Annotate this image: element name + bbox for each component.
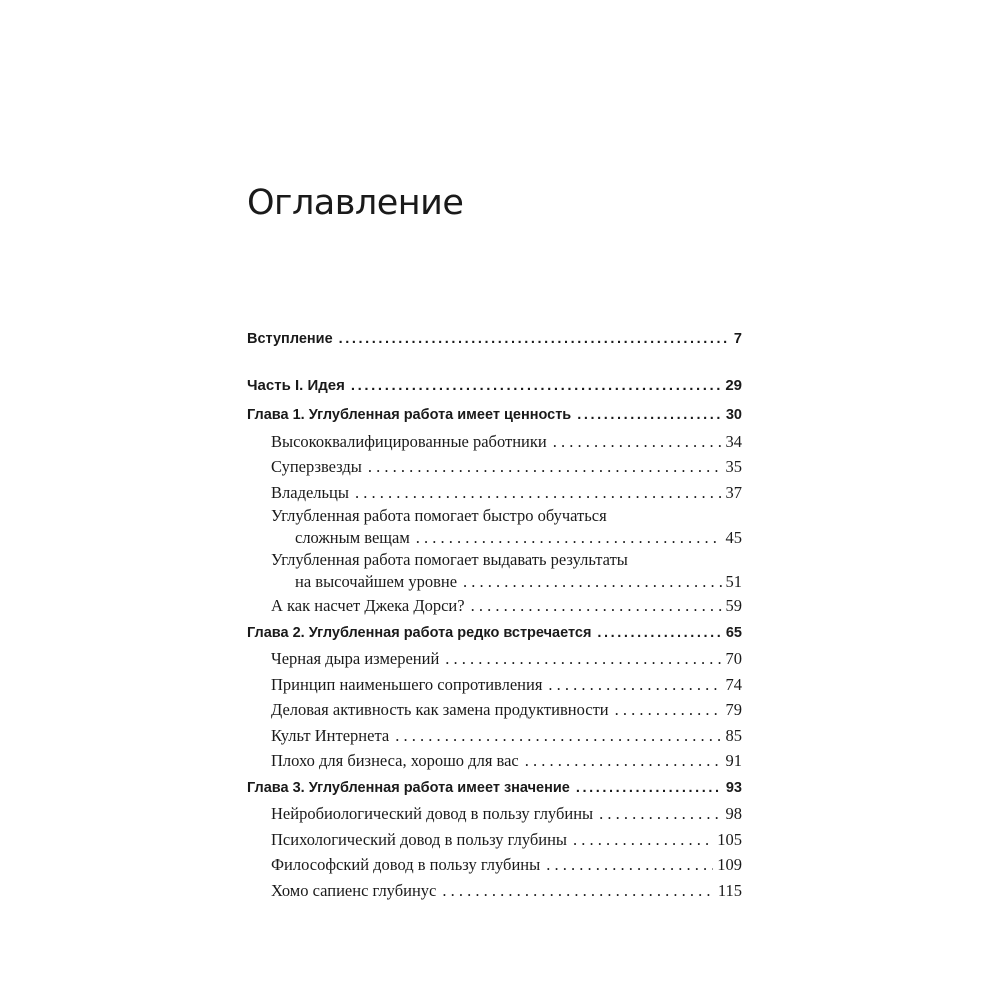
toc-subentry[interactable]: [247, 646, 742, 672]
toc-entry-label: Черная дыра измерений: [271, 649, 440, 668]
dot-leader: [576, 776, 722, 802]
toc-page-number: 98: [725, 804, 742, 823]
dot-leader: [599, 801, 721, 827]
toc-page-number: 51: [725, 572, 742, 591]
toc-page-number: 79: [725, 700, 742, 719]
toc-entry-label: Глава 1. Углубленная работа имеет ценность: [247, 407, 572, 423]
dot-leader: [339, 327, 730, 353]
dot-leader: [416, 527, 722, 549]
dot-leader: [442, 878, 714, 904]
toc-entry-label: Часть I. Идея: [247, 376, 345, 394]
toc-subentry[interactable]: [247, 454, 742, 480]
toc-subentry[interactable]: [247, 480, 742, 506]
toc-entry-part-1[interactable]: [247, 373, 742, 399]
toc-subentry[interactable]: [247, 801, 742, 827]
toc-page-number: 74: [725, 674, 742, 694]
toc-entry-label-line-1: Углубленная работа помогает выдавать результаты: [271, 550, 628, 569]
toc-page-number: 37: [725, 482, 742, 502]
toc-subentry[interactable]: [247, 672, 742, 698]
toc-page-number: 70: [725, 649, 742, 668]
toc-entry-label: Вступление: [247, 331, 333, 347]
toc-entry-label: Философский довод в пользу глубины: [271, 855, 541, 874]
toc-subentry[interactable]: [247, 878, 742, 904]
page-title: Оглавление: [247, 183, 464, 223]
dot-leader: [355, 480, 722, 506]
dot-leader: [577, 403, 722, 429]
dot-leader: [351, 373, 721, 399]
toc-page-number: 45: [725, 528, 742, 547]
toc-subentry[interactable]: [247, 723, 742, 749]
toc-page-number: 29: [725, 376, 742, 394]
toc-entry-label: Владельцы: [271, 482, 349, 502]
toc-page-number: 91: [725, 751, 742, 770]
toc-subentry[interactable]: [247, 748, 742, 774]
toc-entry-chapter-2[interactable]: [247, 621, 742, 647]
dot-leader: [548, 672, 721, 698]
dot-leader: [615, 697, 722, 723]
toc-page-number: 7: [733, 331, 742, 347]
toc-subentry[interactable]: [247, 697, 742, 723]
dot-leader: [573, 827, 713, 853]
toc-page-number: 105: [717, 829, 742, 849]
toc-entry-label: Плохо для бизнеса, хорошо для вас: [271, 751, 519, 770]
toc-page-number: 115: [717, 880, 742, 900]
toc-subentry[interactable]: [247, 827, 742, 853]
toc-subentry[interactable]: [247, 549, 742, 593]
toc-page-number: 93: [725, 779, 742, 796]
toc-page-number: 109: [717, 855, 742, 874]
toc-page-number: 35: [725, 457, 742, 476]
table-of-contents: [247, 327, 742, 903]
toc-page-number: 59: [725, 596, 742, 615]
dot-leader: [395, 723, 721, 749]
toc-entry-label: Деловая активность как замена продуктивности: [271, 700, 609, 719]
toc-entry-label: Нейробиологический довод в пользу глубины: [271, 804, 594, 823]
toc-entry-label: Глава 2. Углубленная работа редко встречается: [247, 624, 592, 641]
toc-page-number: 30: [725, 407, 742, 423]
toc-entry-label: Суперзвезды: [271, 457, 362, 476]
dot-leader: [597, 621, 721, 647]
dot-leader: [445, 646, 721, 672]
dot-leader: [546, 852, 713, 878]
toc-entry-label: А как насчет Джека Дорси?: [271, 596, 465, 615]
toc-entry-label-line-1: Углубленная работа помогает быстро обучаться: [271, 506, 607, 525]
dot-leader: [463, 571, 721, 593]
toc-entry-label: Хомо сапиенс глубинус: [271, 880, 437, 900]
toc-entry-label-line-2: сложным вещам: [295, 528, 410, 547]
toc-entry-chapter-3[interactable]: [247, 776, 742, 802]
toc-entry-label: Психологический довод в пользу глубины: [271, 829, 568, 849]
toc-subentry[interactable]: [247, 593, 742, 619]
dot-leader: [553, 429, 722, 455]
toc-entry-label: Культ Интернета: [271, 725, 390, 745]
toc-page-number: 85: [725, 725, 742, 745]
toc-subentry[interactable]: [247, 505, 742, 549]
dot-leader: [368, 454, 722, 480]
dot-leader: [471, 593, 722, 619]
toc-subentry[interactable]: [247, 429, 742, 455]
toc-page-number: 34: [725, 431, 742, 451]
toc-subentry[interactable]: [247, 852, 742, 878]
toc-entry-label: Высококвалифицированные работники: [271, 431, 547, 451]
toc-entry-label: Принцип наименьшего сопротивления: [271, 674, 543, 694]
toc-entry-label: Глава 3. Углубленная работа имеет значение: [247, 779, 570, 796]
toc-entry-label-line-2: на высочайшем уровне: [295, 572, 458, 591]
toc-entry-chapter-1[interactable]: [247, 403, 742, 429]
toc-page-number: 65: [725, 624, 742, 641]
dot-leader: [525, 748, 722, 774]
toc-entry-intro[interactable]: [247, 327, 742, 353]
